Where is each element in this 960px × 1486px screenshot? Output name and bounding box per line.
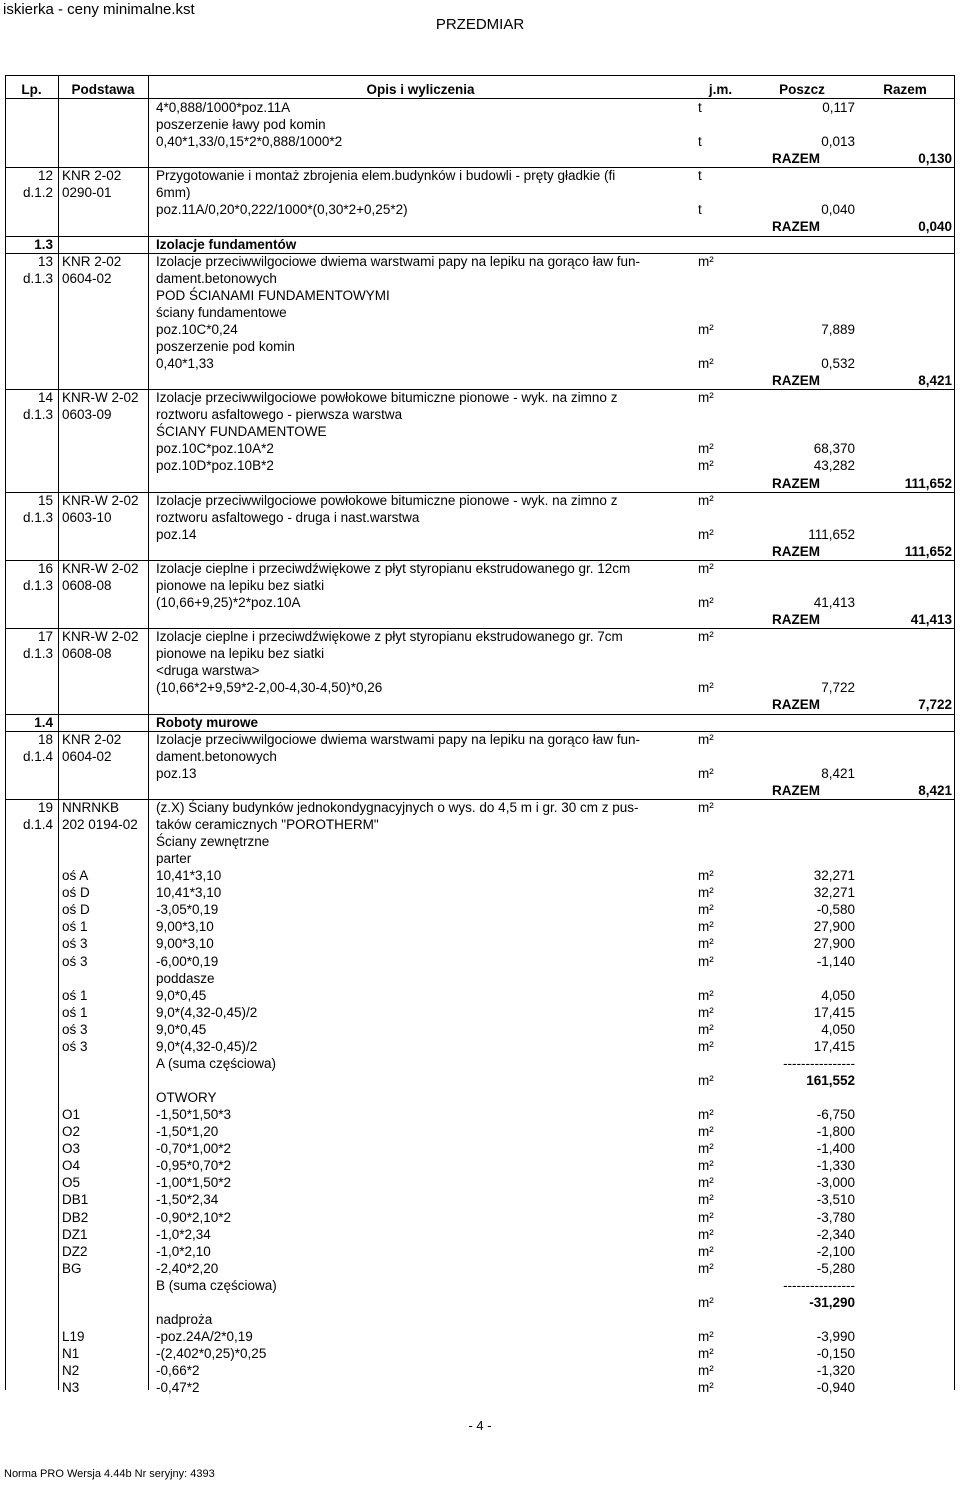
row-opis: roztworu asfaltowego - pierwsza warstwa [156,407,403,423]
row-jm: m² [698,799,714,815]
row-poszcz: 0,117 [822,100,855,115]
row-opis: 4*0,888/1000*poz.11A [156,100,291,115]
row-opis: Przygotowanie i montaż zbrojenia elem.budynków i budowli - pręty gładkie (fi [156,168,616,184]
row-jm: m² [698,765,714,781]
row-podstawa: KNR 2-02 [62,253,122,269]
row-razem-label: RAZEM [772,697,820,713]
row-lp: d.1.3 [22,577,53,593]
row-poszcz: 32,271 [813,885,855,901]
row-lp: 12 [37,168,53,184]
row-poszcz: 8,421 [821,765,855,781]
row-jm: m² [698,1141,714,1157]
row-jm: m² [698,1243,714,1259]
row-opis: poz.14 [156,526,197,542]
row-opis: 9,0*0,45 [156,987,207,1003]
row-opis: 10,41*3,10 [156,868,222,884]
page-number: - 4 - [468,1418,492,1433]
row-jm: m² [698,1038,714,1054]
row-poszcz: ---------------- [783,1055,855,1071]
row-poszcz: -3,990 [816,1329,855,1345]
row-opis: Izolacje przeciwwilgociowe powłokowe bitumiczne pionowe - wyk. na zimno z [156,492,618,508]
row-poszcz: 41,413 [813,595,855,611]
row-podstawa: KNR-W 2-02 [62,492,139,508]
row-poszcz: -31,290 [809,1294,855,1310]
row-podstawa: 0608-08 [62,646,112,662]
row-podstawa: oś A [62,868,89,884]
row-jm: m² [698,953,714,969]
row-razem: 0,040 [918,219,952,235]
row-jm: m² [698,441,714,457]
row-poszcz: 27,900 [813,919,855,935]
row-poszcz: 17,415 [813,1038,855,1054]
row-opis: 6mm) [156,185,191,201]
row-opis: A (suma częściowa) [156,1055,277,1071]
row-opis: poddasze [156,970,215,986]
row-poszcz: -2,340 [816,1226,855,1242]
file-name: iskierka - ceny minimalne.kst [3,1,195,18]
row-jm: m² [698,885,714,901]
col-header-podstawa: Podstawa [71,82,135,97]
row-poszcz: -2,100 [816,1243,855,1259]
row-jm: m² [698,1072,714,1088]
row-jm: m² [698,390,714,406]
col-header-poszcz: Poszcz [779,82,825,97]
row-jm: t [698,134,702,150]
row-jm: m² [698,1346,714,1362]
col-header-opis: Opis i wyliczenia [366,82,475,97]
row-jm: m² [698,560,714,576]
row-razem-label: RAZEM [772,219,820,235]
row-jm: m² [698,1363,714,1379]
row-poszcz: -0,580 [816,902,855,918]
row-opis: (z.X) Ściany budynków jednokondygnacyjnych o wys. do 4,5 m i gr. 30 cm z pus- [156,799,639,815]
row-lp: 16 [37,560,53,576]
row-opis: OTWORY [156,1090,217,1106]
row-lp: d.1.2 [22,185,53,201]
row-podstawa: oś D [62,902,90,918]
row-poszcz: -0,940 [816,1380,855,1396]
row-opis: Izolacje przeciwwilgociowe dwiema warstwami papy na lepiku na gorąco ław fun- [156,731,640,747]
row-podstawa: oś 3 [62,936,88,952]
row-razem-label: RAZEM [772,151,820,167]
row-jm: m² [698,680,714,696]
row-jm: m² [698,1021,714,1037]
row-poszcz: 68,370 [813,441,855,457]
row-podstawa: oś 1 [62,919,88,935]
row-opis: poz.13 [156,765,197,781]
row-poszcz: -3,510 [816,1192,855,1208]
row-opis: roztworu asfaltowego - druga i nast.warstwa [156,509,420,525]
row-podstawa: 0603-09 [62,407,112,423]
row-podstawa: O3 [62,1141,81,1157]
row-opis: poz.11A/0,20*0,222/1000*(0,30*2+0,25*2) [156,202,408,218]
row-opis: (10,66*2+9,59*2-2,00-4,30-4,50)*0,26 [156,680,383,696]
row-lp: 13 [37,253,53,269]
row-jm: m² [698,1209,714,1225]
row-jm: m² [698,1107,714,1123]
row-jm: m² [698,253,714,269]
row-razem-label: RAZEM [772,782,820,798]
row-podstawa: 202 0194-02 [62,816,138,832]
row-opis: Roboty murowe [156,714,259,730]
row-opis: -1,50*1,50*3 [156,1107,232,1123]
row-razem: 7,722 [918,697,952,713]
row-podstawa: KNR 2-02 [62,168,122,184]
row-opis: 0,40*1,33 [156,356,214,372]
row-razem-label: RAZEM [772,612,820,628]
row-opis: -poz.24A/2*0,19 [156,1329,253,1345]
col-header-jm: j.m. [708,82,733,97]
row-lp: 15 [37,492,53,508]
row-razem-label: RAZEM [772,543,820,559]
row-opis: -1,50*2,34 [156,1192,219,1208]
row-poszcz: -6,750 [816,1107,855,1123]
row-poszcz: -1,800 [816,1124,855,1140]
row-podstawa: oś 3 [62,1021,88,1037]
row-poszcz: 4,050 [821,987,855,1003]
row-opis: parter [156,851,192,867]
row-opis: -6,00*0,19 [156,953,219,969]
row-razem: 8,421 [918,373,952,389]
row-opis: 9,0*(4,32-0,45)/2 [156,1038,258,1054]
row-jm: m² [698,1329,714,1345]
row-jm: m² [698,1004,714,1020]
row-podstawa: L19 [62,1329,85,1345]
row-lp: d.1.3 [22,646,53,662]
row-poszcz: 17,415 [813,1004,855,1020]
row-poszcz: 43,282 [813,458,855,474]
row-poszcz: 27,900 [813,936,855,952]
row-jm: m² [698,919,714,935]
row-poszcz: -1,400 [816,1141,855,1157]
row-jm: m² [698,1124,714,1140]
row-poszcz: -3,780 [816,1209,855,1225]
row-poszcz: -1,320 [816,1363,855,1379]
row-opis: Izolacje przeciwwilgociowe powłokowe bitumiczne pionowe - wyk. na zimno z [156,390,618,406]
row-jm: m² [698,1158,714,1174]
row-opis: -0,95*0,70*2 [156,1158,232,1174]
row-poszcz: -1,330 [816,1158,855,1174]
row-opis: 10,41*3,10 [156,885,222,901]
row-lp: d.1.3 [22,509,53,525]
row-podstawa: N1 [62,1346,80,1362]
row-podstawa: oś 1 [62,1004,88,1020]
row-razem-label: RAZEM [772,373,820,389]
row-podstawa: O5 [62,1175,81,1191]
row-jm: m² [698,987,714,1003]
row-opis: taków ceramicznych "POROTHERM" [156,816,379,832]
row-poszcz: 0,013 [821,134,855,150]
row-jm: m² [698,492,714,508]
row-razem-label: RAZEM [772,475,820,491]
row-lp: 1.4 [34,714,53,730]
row-podstawa: BG [62,1260,82,1276]
row-opis: 0,40*1,33/0,15*2*0,888/1000*2 [156,134,343,150]
row-podstawa: oś 1 [62,987,88,1003]
row-opis: -2,40*2,20 [156,1260,219,1276]
row-poszcz: -0,150 [816,1346,855,1362]
row-opis: 9,00*3,10 [156,936,214,952]
row-poszcz: 0,040 [821,202,855,218]
row-opis: -1,0*2,10 [156,1243,211,1259]
row-opis: poszerzenie ławy pod komin [156,117,326,133]
row-opis: Ściany zewnętrzne [156,834,270,849]
row-podstawa: 0290-01 [62,185,112,201]
row-poszcz: 7,889 [821,321,855,337]
row-razem: 111,652 [904,543,952,559]
row-poszcz: 161,552 [806,1072,855,1088]
row-opis: dament.betonowych [156,748,277,764]
col-header-lp: Lp. [21,82,42,97]
row-opis: Izolacje fundamentów [156,236,297,252]
row-podstawa: KNR 2-02 [62,731,122,747]
row-lp: d.1.3 [22,407,53,423]
row-podstawa: 0604-02 [62,748,112,764]
row-opis: Izolacje cieplne i przeciwdźwiękowe z płyt styropianu ekstrudowanego gr. 7cm [156,629,623,645]
row-jm: m² [698,321,714,337]
row-jm: m² [698,595,714,611]
col-header-razem: Razem [883,82,927,97]
row-podstawa: O4 [62,1158,81,1174]
row-opis: 9,0*(4,32-0,45)/2 [156,1004,258,1020]
row-opis: 9,00*3,10 [156,919,214,935]
row-jm: t [698,168,702,184]
row-lp: d.1.4 [22,816,53,832]
row-podstawa: KNR-W 2-02 [62,390,139,406]
row-podstawa: 0603-10 [62,509,112,525]
row-opis: -(2,402*0,25)*0,25 [156,1346,267,1362]
row-opis: dament.betonowych [156,270,277,286]
row-lp: 14 [37,390,53,406]
row-opis: ŚCIANY FUNDAMENTOWE [156,424,327,440]
row-opis: poz.10D*poz.10B*2 [156,458,274,474]
row-opis: nadproża [156,1311,213,1327]
row-opis: pionowe na lepiku bez siatki [156,646,325,662]
row-podstawa: NNRNKB [62,799,120,815]
row-poszcz: 4,050 [821,1021,855,1037]
row-jm: m² [698,1260,714,1276]
software-footer: Norma PRO Wersja 4.44b Nr seryjny: 4393 [4,1468,215,1480]
row-opis: pionowe na lepiku bez siatki [156,577,325,593]
row-podstawa: 0604-02 [62,270,112,286]
row-jm: m² [698,629,714,645]
row-jm: m² [698,356,714,372]
row-opis: poz.10C*poz.10A*2 [156,441,274,457]
row-razem: 8,421 [918,782,952,798]
row-opis: Izolacje przeciwwilgociowe dwiema warstwami papy na lepiku na gorąco ław fun- [156,253,640,269]
row-opis: -0,70*1,00*2 [156,1141,232,1157]
row-poszcz: -3,000 [816,1175,855,1191]
row-opis: -1,0*2,34 [156,1226,211,1242]
row-podstawa: KNR-W 2-02 [62,560,139,576]
row-jm: m² [698,731,714,747]
row-jm: m² [698,526,714,542]
row-lp: d.1.4 [22,748,53,764]
row-poszcz: 111,652 [808,526,855,542]
row-jm: m² [698,868,714,884]
row-jm: m² [698,1175,714,1191]
row-podstawa: DB1 [62,1192,89,1208]
row-podstawa: oś 3 [62,953,88,969]
row-podstawa: O2 [62,1124,81,1140]
row-opis: -0,47*2 [156,1380,200,1396]
row-opis: <druga warstwa> [156,663,260,679]
row-poszcz: 7,722 [821,680,855,696]
row-podstawa: DZ1 [62,1226,88,1242]
row-opis: POD ŚCIANAMI FUNDAMENTOWYMI [156,287,390,303]
row-podstawa: KNR-W 2-02 [62,629,139,645]
row-opis: (10,66+9,25)*2*poz.10A [156,595,301,611]
row-jm: t [698,202,702,218]
col-border-right [954,75,955,1390]
row-opis: poz.10C*0,24 [156,321,238,337]
row-podstawa: N3 [62,1380,80,1396]
row-razem: 111,652 [904,475,952,491]
row-jm: t [698,100,702,115]
row-jm: m² [698,1294,714,1310]
row-poszcz: ---------------- [783,1277,855,1293]
row-opis: -1,50*1,20 [156,1124,219,1140]
row-opis: Izolacje cieplne i przeciwdźwiękowe z płyt styropianu ekstrudowanego gr. 12cm [156,560,631,576]
row-poszcz: -5,280 [816,1260,855,1276]
row-lp: d.1.3 [22,270,53,286]
row-poszcz: 0,532 [821,356,855,372]
row-lp: 1.3 [34,236,53,252]
row-opis: -0,66*2 [156,1363,200,1379]
row-lp: 19 [37,799,53,815]
row-opis: -0,90*2,10*2 [156,1209,232,1225]
row-podstawa: DB2 [62,1209,89,1225]
row-opis: -3,05*0,19 [156,902,219,918]
row-opis: -1,00*1,50*2 [156,1175,232,1191]
row-opis: 9,0*0,45 [156,1021,207,1037]
row-podstawa: oś D [62,885,90,901]
row-podstawa: oś 3 [62,1038,88,1054]
row-jm: m² [698,1226,714,1242]
row-jm: m² [698,902,714,918]
row-lp: 17 [37,629,53,645]
page-title: PRZEDMIAR [435,16,525,33]
row-lp: 18 [37,731,53,747]
row-podstawa: 0608-08 [62,577,112,593]
row-podstawa: N2 [62,1363,80,1379]
row-podstawa: O1 [62,1107,81,1123]
row-poszcz: -1,140 [816,953,855,969]
row-opis: ściany fundamentowe [156,304,287,320]
row-razem: 0,130 [918,151,952,167]
col-border-1 [58,75,59,1390]
row-jm: m² [698,1380,714,1396]
row-podstawa: DZ2 [62,1243,88,1259]
row-jm: m² [698,458,714,474]
row-opis: poszerzenie pod komin [156,338,295,354]
row-opis: B (suma częściowa) [156,1277,277,1293]
row-razem: 41,413 [910,612,952,628]
row-jm: m² [698,936,714,952]
row-jm: m² [698,1192,714,1208]
row-poszcz: 32,271 [813,868,855,884]
